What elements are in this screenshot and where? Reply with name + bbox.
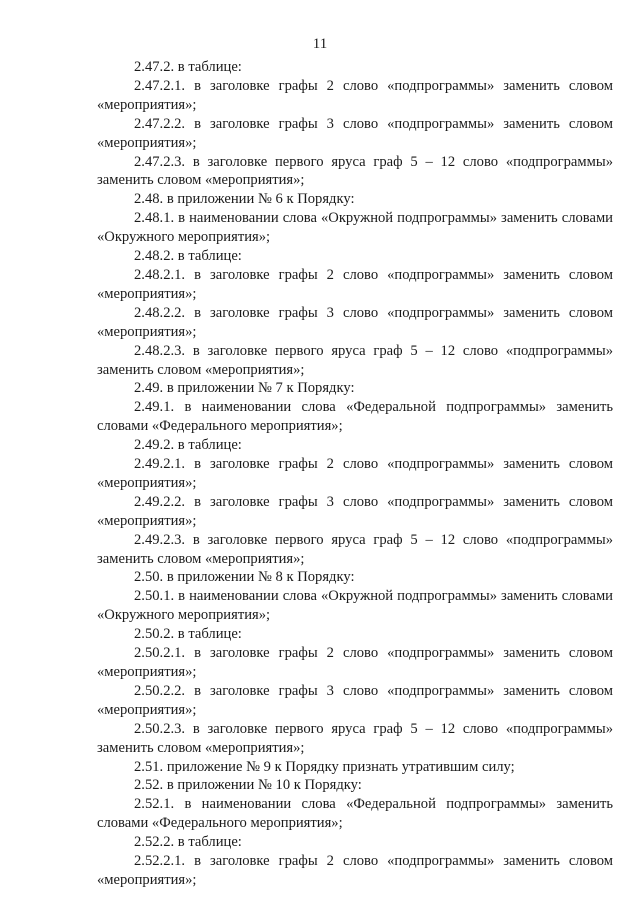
paragraph: 2.47.2.2. в заголовке графы 3 слово «подпрограммы» заменить словом «мероприятия»; xyxy=(97,115,613,151)
paragraph: 2.50.2. в таблице: xyxy=(134,626,242,643)
paragraph: 2.49.2.2. в заголовке графы 3 слово «подпрограммы» заменить словом «мероприятия»; xyxy=(97,493,613,529)
page-number: 11 xyxy=(312,36,328,52)
paragraph: 2.48.2.2. в заголовке графы 3 слово «подпрограммы» заменить словом «мероприятия»; xyxy=(97,304,613,340)
paragraph: 2.50.2.3. в заголовке первого яруса граф 5 – 12 слово «подпрограммы» заменить словом «мероприятия»; xyxy=(97,720,613,756)
paragraph: 2.48. в приложении № 6 к Порядку: xyxy=(134,191,355,208)
document-body xyxy=(97,58,613,890)
paragraph: 2.50.2.1. в заголовке графы 2 слово «подпрограммы» заменить словом «мероприятия»; xyxy=(97,645,613,680)
paragraph: 2.49.2. в таблице: xyxy=(134,437,242,454)
paragraph: 2.51. приложение № 9 к Порядку признать утратившим силу; xyxy=(134,758,515,775)
paragraph: 2.48.2.1. в заголовке графы 2 слово «подпрограммы» заменить словом «мероприятия»; xyxy=(97,266,613,302)
paragraph: 2.52.1. в наименовании слова «Федеральной подпрограммы» заменить словами «Федерального мероприятия»; xyxy=(97,796,613,832)
paragraph: 2.48.2. в таблице: xyxy=(134,248,242,265)
paragraph: 2.49.2.3. в заголовке первого яруса граф 5 – 12 слово «подпрограммы» заменить словом «мероприятия»; xyxy=(97,531,613,567)
paragraph: 2.52.2. в таблице: xyxy=(134,834,242,851)
paragraph: 2.47.2.3. в заголовке первого яруса граф 5 – 12 слово «подпрограммы» заменить словом «мероприятия»; xyxy=(97,153,613,189)
paragraph: 2.50.1. в наименовании слова «Окружной подпрограммы» заменить словами «Окружного мероприятия»; xyxy=(97,588,613,624)
paragraph: 2.47.2.1. в заголовке графы 2 слово «подпрограммы» заменить словом «мероприятия»; xyxy=(97,77,613,113)
paragraph: 2.49. в приложении № 7 к Порядку: xyxy=(134,380,355,397)
paragraph: 2.50.2.2. в заголовке графы 3 слово «подпрограммы» заменить словом «мероприятия»; xyxy=(97,682,613,718)
paragraph: 2.49.2.1. в заголовке графы 2 слово «подпрограммы» заменить словом «мероприятия»; xyxy=(97,456,613,491)
paragraph: 2.48.1. в наименовании слова «Окружной подпрограммы» заменить словами «Окружного мероприятия»; xyxy=(97,210,613,246)
paragraph: 2.48.2.3. в заголовке первого яруса граф 5 – 12 слово «подпрограммы» заменить словом «мероприятия»; xyxy=(97,342,613,378)
paragraph: 2.52. в приложении № 10 к Порядку: xyxy=(134,777,362,794)
paragraph: 2.47.2. в таблице: xyxy=(134,59,242,75)
paragraph: 2.52.2.1. в заголовке графы 2 слово «подпрограммы» заменить словом «мероприятия»; xyxy=(97,853,613,888)
paragraph: 2.50. в приложении № 8 к Порядку: xyxy=(134,569,355,586)
paragraph: 2.49.1. в наименовании слова «Федеральной подпрограммы» заменить словами «Федерального мероприятия»; xyxy=(97,399,613,435)
